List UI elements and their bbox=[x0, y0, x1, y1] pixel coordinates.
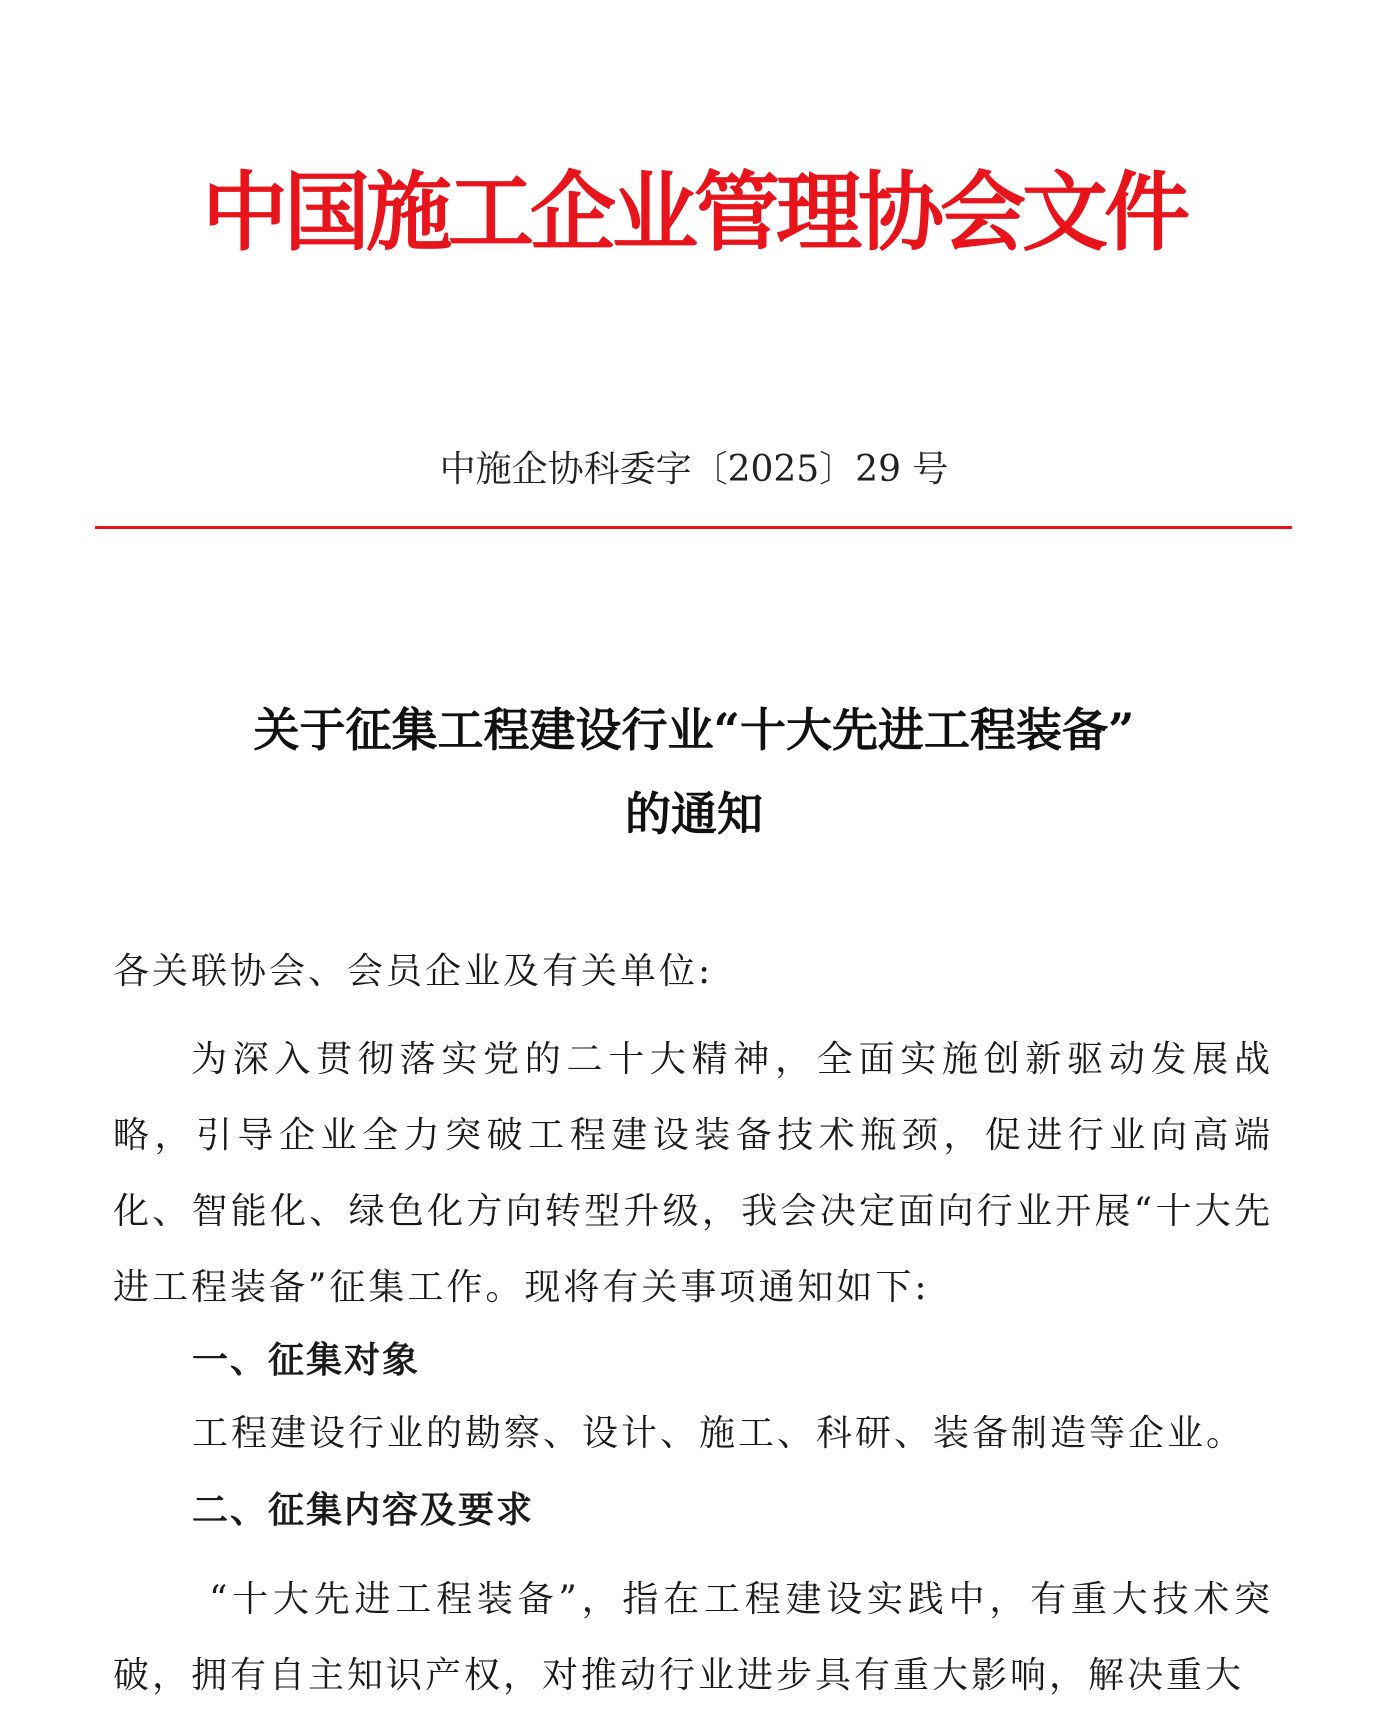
section-2-paragraph: “十大先进工程装备”，指在工程建设实践中，有重大技术突破，拥有自主知识产权，对推动行业进步具有重大影响，解决重大 bbox=[113, 1579, 1273, 1696]
section-1-heading: 一、征集对象 bbox=[192, 1339, 421, 1381]
notice-title-line-2: 的通知 bbox=[625, 787, 763, 841]
section-1-text: 工程建设行业的勘察、设计、施工、科研、装备制造等企业。 bbox=[192, 1413, 1246, 1454]
salutation: 各关联协会、会员企业及有关单位: bbox=[113, 951, 714, 992]
notice-title bbox=[0, 688, 1388, 856]
section-2-heading: 二、征集内容及要求 bbox=[192, 1489, 535, 1531]
org-masthead-title: 中国施工企业管理协会文件 bbox=[202, 162, 1186, 263]
notice-title-line-1: 关于征集工程建设行业“十大先进工程装备” bbox=[253, 703, 1135, 757]
red-divider-line bbox=[95, 526, 1292, 529]
document-number: 中施企协科委字〔2025〕29 号 bbox=[439, 449, 949, 490]
intro-paragraph: 为深入贯彻落实党的二十大精神，全面实施创新驱动发展战略，引导企业全力突破工程建设装备技术瓶颈，促进行业向高端化、智能化、绿色化方向转型升级，我会决定面向行业开展“十大先进工程装备”征集工作。现将有关事项通知如下: bbox=[113, 1039, 1273, 1308]
